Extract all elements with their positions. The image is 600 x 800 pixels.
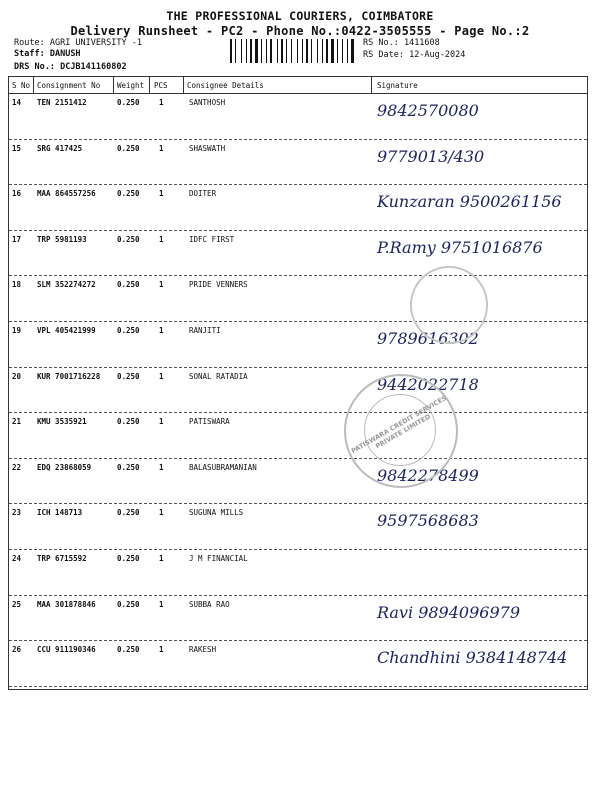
row-weight: 0.250 bbox=[117, 189, 140, 199]
col-sno-header: S No bbox=[12, 81, 31, 90]
runsheet-subtitle: Delivery Runsheet - PC2 - Phone No.:0422-3505555 - Page No.:2 bbox=[70, 24, 530, 38]
row-sno: 16 bbox=[12, 189, 22, 199]
row-consignment-no: SLM 352274272 bbox=[37, 280, 96, 290]
row-signature: 9842278499 bbox=[377, 465, 479, 485]
drs-label: DRS No.: bbox=[14, 62, 55, 72]
row-weight: 0.250 bbox=[117, 462, 140, 472]
row-signature: Kunzaran 9500261156 bbox=[377, 192, 562, 212]
row-pcs: 1 bbox=[159, 189, 164, 199]
row-weight: 0.250 bbox=[117, 234, 140, 244]
row-signature: P.Ramy 9751016876 bbox=[377, 237, 543, 257]
drs-info bbox=[14, 62, 127, 72]
row-consignee: J M FINANCIAL bbox=[189, 554, 248, 563]
rs-no-label: RS No.: bbox=[363, 38, 399, 48]
col-signature-header: Signature bbox=[377, 81, 418, 90]
row-pcs: 1 bbox=[159, 462, 164, 472]
row-pcs: 1 bbox=[159, 554, 164, 563]
table-row bbox=[9, 412, 587, 459]
row-signature: 9442022718 bbox=[377, 374, 479, 394]
row-consignment-no: TRP 6715592 bbox=[37, 554, 87, 563]
table-row bbox=[9, 503, 587, 550]
col-consignee-header: Consignee Details bbox=[187, 81, 264, 90]
row-sno: 15 bbox=[12, 143, 22, 153]
row-consignee: RAKESH bbox=[189, 645, 217, 655]
row-pcs: 1 bbox=[159, 143, 164, 153]
row-consignee: DOITER bbox=[189, 189, 217, 199]
row-sno: 14 bbox=[12, 98, 22, 107]
table-row bbox=[9, 93, 587, 140]
row-sno: 21 bbox=[12, 417, 22, 427]
row-weight: 0.250 bbox=[117, 280, 140, 290]
row-consignee: RANJITI bbox=[189, 326, 221, 335]
row-weight: 0.250 bbox=[117, 98, 140, 107]
table-row bbox=[9, 595, 587, 642]
row-weight: 0.250 bbox=[117, 554, 140, 563]
col-pcs-header: PCS bbox=[154, 81, 168, 90]
row-pcs: 1 bbox=[159, 280, 164, 290]
table-row bbox=[9, 139, 587, 186]
table-row bbox=[9, 458, 587, 505]
row-consignment-no: VPL 405421999 bbox=[37, 326, 96, 335]
runsheet-table bbox=[8, 76, 588, 690]
table-row bbox=[9, 321, 587, 368]
row-pcs: 1 bbox=[159, 326, 164, 335]
row-signature: 9842570080 bbox=[377, 101, 479, 120]
table-row bbox=[9, 367, 587, 414]
row-sno: 26 bbox=[12, 645, 22, 655]
row-weight: 0.250 bbox=[117, 599, 140, 609]
row-sno: 17 bbox=[12, 234, 22, 244]
row-consignment-no: ICH 148713 bbox=[37, 508, 83, 518]
row-consignment-no: CCU 911190346 bbox=[37, 645, 96, 655]
company-stamp bbox=[344, 374, 458, 488]
row-weight: 0.250 bbox=[117, 645, 140, 655]
row-pcs: 1 bbox=[159, 417, 164, 427]
row-signature: Chandhini 9384148744 bbox=[377, 648, 568, 668]
row-consignee: PRIDE VENNERS bbox=[189, 280, 248, 290]
rs-date-label: RS Date: bbox=[363, 50, 404, 60]
table-row bbox=[9, 549, 587, 596]
row-weight: 0.250 bbox=[117, 417, 140, 427]
col-consignment-header: Consignment No bbox=[37, 81, 101, 90]
col-weight-header: Weight bbox=[117, 81, 145, 90]
row-consignment-no: MAA 864557256 bbox=[37, 189, 96, 199]
row-consignee: SONAL RATADIA bbox=[189, 371, 248, 381]
stamp-text: PATISWARA CREDIT SERVICES PRIVATE LIMITED bbox=[349, 393, 449, 456]
row-consignee: SHASWATH bbox=[189, 143, 226, 153]
route-value: AGRI UNIVERSITY -1 bbox=[49, 38, 142, 48]
row-sno: 20 bbox=[12, 371, 22, 381]
row-pcs: 1 bbox=[159, 234, 164, 244]
row-consignment-no: MAA 301878846 bbox=[37, 599, 96, 609]
row-consignment-no: KUR 7001716228 bbox=[37, 371, 101, 381]
row-sno: 24 bbox=[12, 554, 22, 563]
row-consignment-no: TEN 2151412 bbox=[37, 98, 87, 107]
route-label: Route: bbox=[14, 38, 45, 48]
row-weight: 0.250 bbox=[117, 508, 140, 518]
row-consignee: SANTHOSH bbox=[189, 98, 226, 107]
table-row bbox=[9, 184, 587, 231]
company-title: THE PROFESSIONAL COURIERS, COIMBATORE bbox=[166, 9, 434, 23]
row-pcs: 1 bbox=[159, 371, 164, 381]
row-consignment-no: SRG 417425 bbox=[37, 143, 83, 153]
row-pcs: 1 bbox=[159, 508, 164, 518]
row-signature: 9789616302 bbox=[377, 329, 479, 348]
row-sno: 25 bbox=[12, 599, 22, 609]
row-signature: 9779013/430 bbox=[377, 146, 485, 166]
row-sno: 23 bbox=[12, 508, 22, 518]
row-consignee: IDFC FIRST bbox=[189, 234, 235, 244]
row-sno: 19 bbox=[12, 326, 22, 335]
row-consignee: SUGUNA MILLS bbox=[189, 508, 244, 518]
drs-value: DCJB141160802 bbox=[60, 62, 127, 72]
faded-stamp-mark bbox=[410, 266, 488, 344]
table-row bbox=[9, 230, 587, 277]
rs-date-info bbox=[363, 50, 465, 60]
row-signature: Ravi 9894096979 bbox=[377, 602, 520, 622]
row-sno: 18 bbox=[12, 280, 22, 290]
row-consignment-no: KMU 3535921 bbox=[37, 417, 87, 427]
row-sno: 22 bbox=[12, 462, 22, 472]
row-consignment-no: EDQ 23868059 bbox=[37, 462, 92, 472]
table-row bbox=[9, 640, 587, 687]
staff-label: Staff: bbox=[14, 49, 45, 59]
row-consignee: SUBBA RAO bbox=[189, 599, 230, 609]
row-weight: 0.250 bbox=[117, 143, 140, 153]
row-pcs: 1 bbox=[159, 645, 164, 655]
row-pcs: 1 bbox=[159, 599, 164, 609]
route-info bbox=[14, 38, 142, 48]
row-signature: 9597568683 bbox=[377, 511, 479, 531]
row-weight: 0.250 bbox=[117, 326, 140, 335]
rs-date-value: 12-Aug-2024 bbox=[409, 50, 466, 60]
rs-number-info bbox=[363, 38, 440, 48]
row-pcs: 1 bbox=[159, 98, 164, 107]
staff-info bbox=[14, 49, 81, 59]
staff-value: DANUSH bbox=[49, 49, 81, 59]
barcode-image bbox=[230, 39, 360, 63]
row-consignment-no: TRP 5981193 bbox=[37, 234, 87, 244]
table-header bbox=[9, 77, 587, 94]
row-consignee: BALASUBRAMANIAN bbox=[189, 462, 257, 472]
rs-no-value: 1411608 bbox=[403, 38, 440, 48]
table-row bbox=[9, 275, 587, 322]
row-weight: 0.250 bbox=[117, 371, 140, 381]
row-consignee: PATISWARA bbox=[189, 417, 230, 427]
